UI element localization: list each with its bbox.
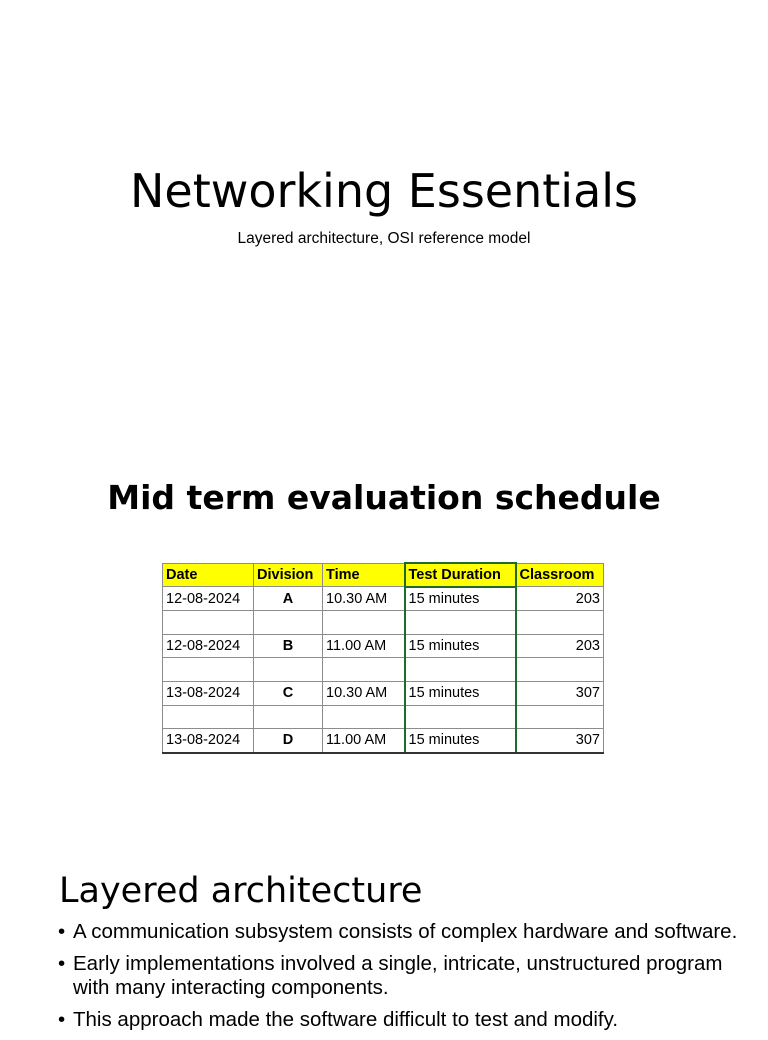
cell-time: 10.30 AM bbox=[323, 587, 405, 611]
bullet-icon: • bbox=[58, 952, 66, 975]
cell-division: A bbox=[254, 587, 323, 611]
cell-date: 12-08-2024 bbox=[163, 587, 254, 611]
schedule-title: Mid term evaluation schedule bbox=[107, 478, 661, 517]
table-row bbox=[163, 587, 604, 611]
header-classroom: Classroom bbox=[516, 563, 604, 587]
cell-duration: 15 minutes bbox=[405, 587, 516, 611]
cell-division bbox=[254, 705, 323, 729]
table-row bbox=[163, 610, 604, 634]
cell-duration bbox=[405, 658, 516, 682]
cell-division bbox=[254, 658, 323, 682]
layered-architecture-slide bbox=[0, 840, 768, 1031]
cell-division bbox=[254, 610, 323, 634]
list-item bbox=[58, 1008, 748, 1032]
cell-duration: 15 minutes bbox=[405, 681, 516, 705]
cell-date bbox=[163, 658, 254, 682]
cell-classroom: 203 bbox=[516, 634, 604, 658]
cell-time: 10.30 AM bbox=[323, 681, 405, 705]
cell-classroom: 307 bbox=[516, 729, 604, 753]
header-test-duration: Test Duration bbox=[405, 563, 516, 587]
cell-time: 11.00 AM bbox=[323, 634, 405, 658]
cell-duration: 15 minutes bbox=[405, 729, 516, 753]
header-division: Division bbox=[254, 563, 323, 587]
header-time: Time bbox=[323, 563, 405, 587]
bullet-list bbox=[58, 920, 748, 1040]
bullet-text: This approach made the software difficult to test and modify. bbox=[73, 1008, 619, 1031]
cell-date: 13-08-2024 bbox=[163, 729, 254, 753]
cell-date: 12-08-2024 bbox=[163, 634, 254, 658]
table-row bbox=[163, 705, 604, 729]
section-title: Layered architecture bbox=[59, 871, 423, 911]
title-slide bbox=[0, 0, 768, 420]
header-date: Date bbox=[163, 563, 254, 587]
cell-division: B bbox=[254, 634, 323, 658]
table-row bbox=[163, 634, 604, 658]
table-header-row bbox=[163, 563, 604, 587]
cell-classroom: 307 bbox=[516, 681, 604, 705]
presentation-title: Networking Essentials bbox=[129, 164, 639, 218]
bullet-text: Early implementations involved a single, intricate, unstructured program with many interacting components. bbox=[73, 952, 723, 999]
schedule-slide bbox=[0, 420, 768, 840]
cell-date bbox=[163, 705, 254, 729]
bullet-text: A communication subsystem consists of complex hardware and software. bbox=[73, 920, 738, 943]
bullet-icon: • bbox=[58, 1008, 66, 1031]
cell-classroom bbox=[516, 705, 604, 729]
cell-classroom bbox=[516, 658, 604, 682]
bullet-icon: • bbox=[58, 920, 66, 943]
cell-time bbox=[323, 658, 405, 682]
cell-classroom: 203 bbox=[516, 587, 604, 611]
cell-division: D bbox=[254, 729, 323, 753]
list-item bbox=[58, 952, 748, 1000]
cell-duration bbox=[405, 705, 516, 729]
table-row bbox=[163, 681, 604, 705]
cell-time bbox=[323, 610, 405, 634]
cell-duration: 15 minutes bbox=[405, 634, 516, 658]
cell-time bbox=[323, 705, 405, 729]
table-row bbox=[163, 658, 604, 682]
cell-division: C bbox=[254, 681, 323, 705]
cell-duration bbox=[405, 610, 516, 634]
cell-date bbox=[163, 610, 254, 634]
presentation-subtitle: Layered architecture, OSI reference model bbox=[237, 230, 531, 247]
schedule-table bbox=[162, 562, 604, 754]
cell-date: 13-08-2024 bbox=[163, 681, 254, 705]
cell-time: 11.00 AM bbox=[323, 729, 405, 753]
list-item bbox=[58, 920, 748, 944]
table-row bbox=[163, 729, 604, 753]
cell-classroom bbox=[516, 610, 604, 634]
